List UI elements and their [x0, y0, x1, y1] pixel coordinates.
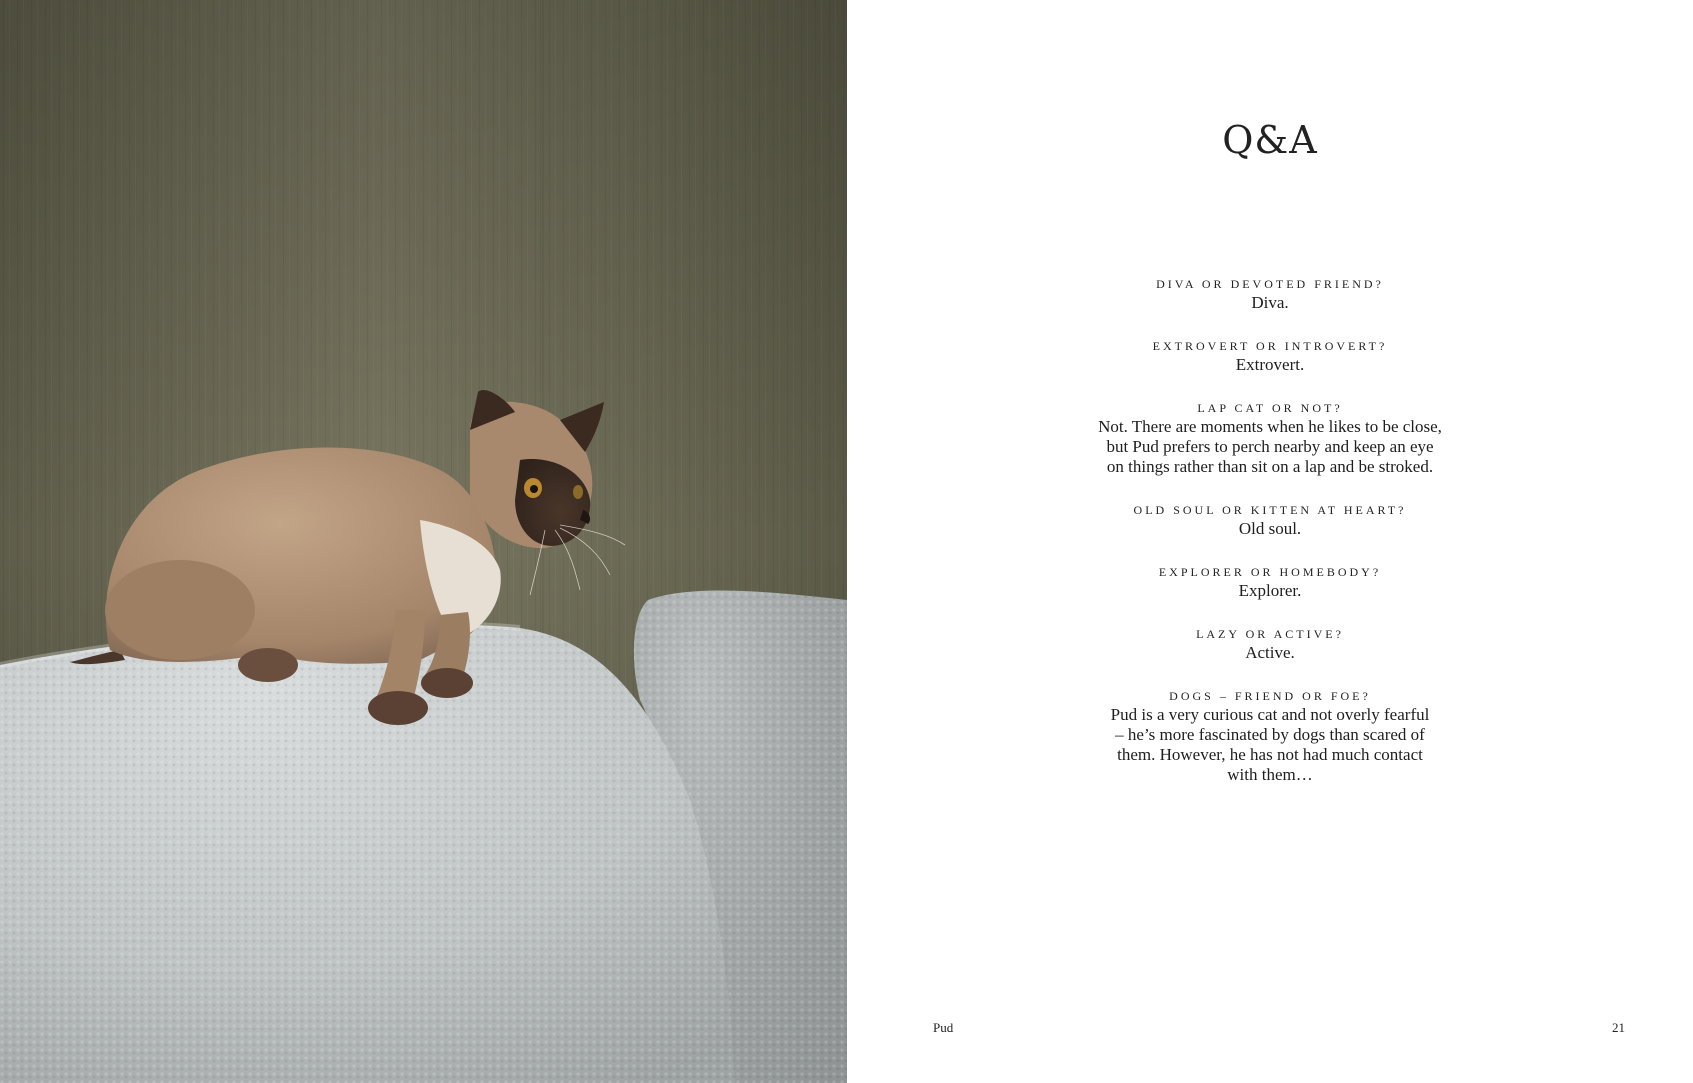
qa-question: DIVA OR DEVOTED FRIEND?	[1156, 277, 1384, 291]
qa-answer: Old soul.	[1238, 519, 1302, 538]
qa-question: EXPLORER OR HOMEBODY?	[1158, 565, 1382, 579]
qa-item	[1075, 626, 1465, 663]
qa-question: LAP CAT OR NOT?	[1197, 401, 1343, 415]
running-title: Pud	[933, 1020, 954, 1035]
page-number: 21	[1612, 1020, 1625, 1035]
qa-item	[1075, 564, 1465, 601]
qa-question: OLD SOUL OR KITTEN AT HEART?	[1133, 503, 1407, 517]
qa-item	[1075, 688, 1465, 785]
qa-answer: Not. There are moments when he likes to be close, but Pud prefers to perch nearby and keep an eye on things rather than sit on a lap and be stroked.	[1098, 417, 1442, 476]
qa-item	[1075, 502, 1465, 539]
qa-item	[1075, 400, 1465, 477]
qa-answer: Explorer.	[1238, 581, 1302, 600]
qa-item	[1075, 338, 1465, 375]
qa-answer: Extrovert.	[1235, 355, 1305, 374]
qa-answer: Pud is a very curious cat and not overly fearful – he’s more fascinated by dogs than scared of them. However, he has not had much contact with them…	[1110, 705, 1430, 784]
qa-list	[847, 276, 1693, 810]
qa-item	[1075, 276, 1465, 313]
page-title: Q&A	[1222, 118, 1318, 162]
qa-question: DOGS – FRIEND OR FOE?	[1169, 689, 1371, 703]
qa-question: LAZY OR ACTIVE?	[1196, 627, 1344, 641]
qa-answer: Diva.	[1251, 293, 1289, 312]
qa-page	[847, 0, 1693, 1083]
qa-question: EXTROVERT OR INTROVERT?	[1152, 339, 1388, 353]
qa-answer: Active.	[1245, 643, 1295, 662]
